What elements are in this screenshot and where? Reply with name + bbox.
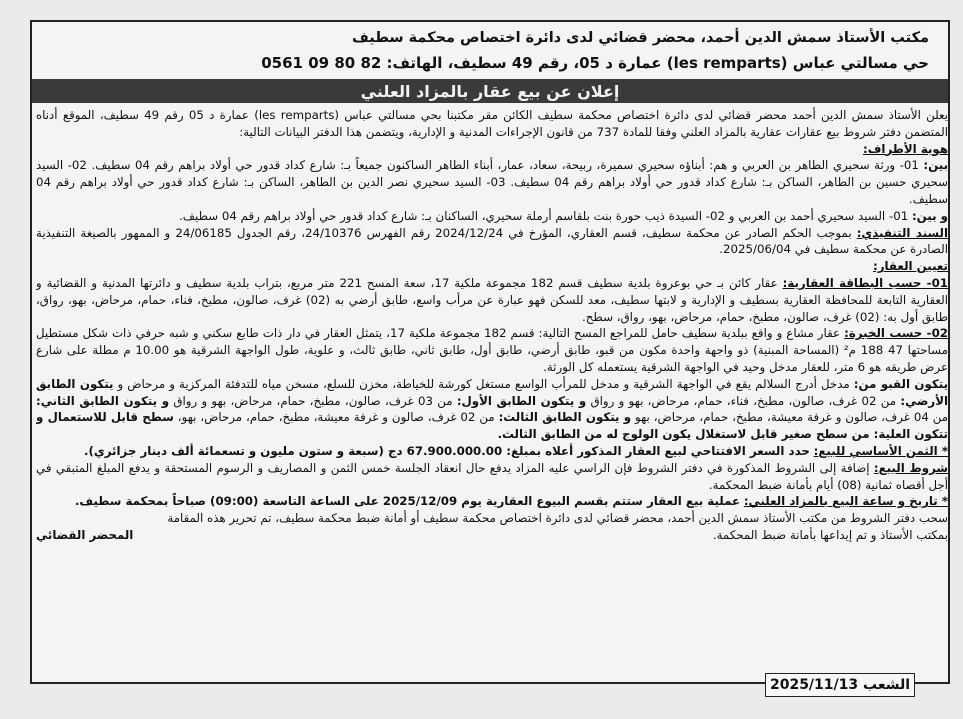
price-text: حدد السعر الافتتاحي لبيع العقار المذكور أعلاه بمبلغ: 67.900.000.00 دج (سبعة و ستون مليون و تسعمائة ألف دينار جزائري). [84, 443, 810, 458]
closing-text: سحب دفتر الشروط من مكتب الأستاذ سمش الدين أحمد، محضر قضائي لدى دائرة اختصاص محكمة سطيف أو أمانة ضبط محكمة سطيف، تم تحرير هذه المقامة [167, 511, 948, 526]
second-floor-text: من 04 غرف، صالون و غرفة معيشة، مطبخ، حمام، مرحاض، بهو [635, 410, 948, 425]
parties-first-text: 01- ورثة سحيري الطاهر بن العربي و هم: أبناؤه سحيري سميرة، ربيحة، سعاد، عمار، أبناء الطاهر الساكنون جميعاً بـ: شارع كداد قدور حي أولاد براهم رقم 04 سطيف. 02- السيد سحيري حسين بن الطاهر، الساكن بـ: شارع كداد قدور حي أولاد براهم رقم 04 سطيف. 03- السيد سحيري نصر الدين بن الطاهر، الساكن بـ: شارع كداد قدور حي أولاد براهم رقم 04 سطيف. [36, 158, 948, 206]
parties-first [36, 157, 948, 207]
price-label: * الثمن الأساسي للبيع: [813, 443, 948, 458]
notice-title-banner: إعلان عن بيع عقار بالمزاد العلني [32, 79, 948, 103]
conditions-label: شروط البيع: [873, 460, 948, 475]
closing-text-2: بمكتب الأستاذ و تم إيداعها بأمانة ضبط المحكمة. [712, 527, 948, 542]
property-card [36, 275, 948, 325]
ground-floor-text: من 02 غرف، صالون، مطبخ، فناء، حمام، مرحاض، بهو و رواق [590, 393, 897, 408]
property-expert-text: عقار مشاع و واقع ببلدية سطيف حامل للمراجع المسح التالية: قسم 182 مجموعة ملكية 17، يتمثل العقار في دار ذات طابع سكني و شبه حرفي ذات شكل مستطيل مساحتها 47 188 م² (المساحة المبنية) ذو واجهة واحدة مكون من قبو، طابق أرضي، طابق أول، طابق ثاني، طابق ثالث، و علوية، طول الواجهة الشرقية هو 10.00 م مطلة على شارع عرض طريقه هو 6 متر، للعقار مدخل وحيد في الواجهة الشرقية يستعمله كل الورثة. [36, 326, 948, 374]
price-paragraph [36, 443, 948, 460]
property-expert-label: 02- حسب الخبرة: [844, 326, 948, 341]
parties-second [36, 208, 948, 225]
property-card-text: عقار كائن بـ حي بوعروة بلدية سطيف قسم 182 مجموعة ملكية 17، سعة المسح 221 متر مربع، بتراب بلدية سطيف و دائرتها المدنية و القضائية و العقارية التابعة للمحافظة العقارية بسطيف و الإدارية و لابتها سطيف، معد للسكن فهو عبارة عن مرأب واسع، طابق أرضي به (02) غرف، صالون، مطبخ، فناء، حمام، مرحاض، بهو، رواق، طابق أول به: (02) غرف، صالون، مطبخ، حمام، مرحاض، بهو، رواق، سطح. [36, 275, 948, 324]
intro-paragraph: يعلن الأستاذ سمش الدين أحمد محضر قضائي لدى دائرة اختصاص محكمة سطيف الكائن مقر مكتبنا بحي مسالتي عباس (les remparts) عمارة د 05 رقم 49 سطيف، الموقع أدناه المتضمن دفتر شروط بيع عقارات عقارية بالمزاد العلني وفقا للمادة 737 من قانون الإجراءات المدنية و الإدارية، ويتضمن هذا الدفتر البيانات التالية: [36, 108, 948, 139]
property-card-label: 01- حسب البطاقة العقارية: [782, 275, 948, 290]
third-floor-text: من 02 غرف، صالون و غرفة معيشة، مطبخ، حمام، مرحاض، بهو، [177, 410, 495, 425]
first-floor-text: من 03 غرف، صالون، مطبخ، حمام، مرحاض، بهو و رواق [173, 393, 453, 408]
property-expert [36, 325, 948, 375]
property-floors [36, 376, 948, 443]
basement-label: يتكون القبو من: [853, 376, 948, 391]
office-header: مكتب الأستاذ سمش الدين أحمد، محضر قضائي لدى دائرة اختصاص محكمة سطيف [352, 30, 929, 46]
property-title: تعيين العقار: [872, 259, 948, 274]
executive-text: بموجب الحكم الصادر عن محكمة سطيف، قسم العقاري، المؤرخ في 2024/12/24 رقم الفهرس 24/10376، رقم الجدول 24/06185 و الممهور بالصيغة التنفيذية الصادرة عن محكمة سطيف في 2025/06/04. [36, 225, 948, 257]
executive-title [36, 225, 948, 259]
roof-text: سطح قابل للاستعمال و تتكون العلية: من سطح صغير قابل لاستغلال يكون الولوج له من الطابق الثالث. [36, 410, 948, 442]
closing-line [36, 510, 948, 527]
signature: المحضر القضائي [36, 527, 134, 542]
ground-floor-label: يتكون الطابق الأرضي: [36, 376, 948, 408]
parties-title: هوية الأطراف: [862, 141, 948, 156]
office-address: حي مسالتي عباس (les remparts) عمارة د 05، رقم 49 سطيف، الهاتف: 82 80 09 0561 [261, 54, 929, 72]
conditions-paragraph [36, 460, 948, 494]
sale-date-text: عملية بيع العقار ستتم بقسم البيوع العقارية يوم 2025/12/09 على الساعة التاسعة (09:00) صباحاً بمحكمة سطيف. [74, 494, 741, 509]
first-floor-label: و يتكون الطابق الأول: [456, 393, 587, 408]
publication-stamp: الشعب 2025/11/13 [765, 673, 915, 697]
sale-date-paragraph [36, 493, 948, 510]
parties-second-text: 01- السيد سحيري أحمد بن العربي و 02- السيدة ذيب حورة بنت بلقاسم أرملة سحيري، الساكنان بـ: شارع كداد قدور حي أولاد براهم رقم 04 سطيف. [179, 208, 909, 223]
basement-text: مدخل أدرج السلالم يقع في الواجهة الشرقية و مدخل للمرأب الواسع مستغل كورشة للخياطة، مخزن للسلع، مسخن مياه للتدفئة المركزية و مرحاض و [117, 376, 850, 391]
second-floor-label: و يتكون الطابق الثاني: [36, 393, 170, 408]
conditions-text: إضافة إلى الشروط المذكورة في دفتر الشروط فإن الراسي عليه المزاد يدفع حال انعقاد الجلسة خمس الثمن و المصاريف و الرسوم المستحقة و يدفع المبلغ المتبقي في أجل أقصاه ثمانية (08) أيام بأمانة ضبط المحكمة. [36, 460, 948, 492]
sale-date-label: * تاريخ و ساعة البيع بالمزاد العلني: [743, 494, 948, 509]
third-floor-label: و يتكون الطابق الثالث: [498, 410, 632, 425]
executive-label: السند التنفيذي: [856, 225, 948, 240]
closing-line-2 [36, 527, 948, 544]
and-between-label: و بين: [911, 208, 948, 223]
between-label: بين: [923, 158, 948, 173]
notice-body [36, 107, 948, 667]
